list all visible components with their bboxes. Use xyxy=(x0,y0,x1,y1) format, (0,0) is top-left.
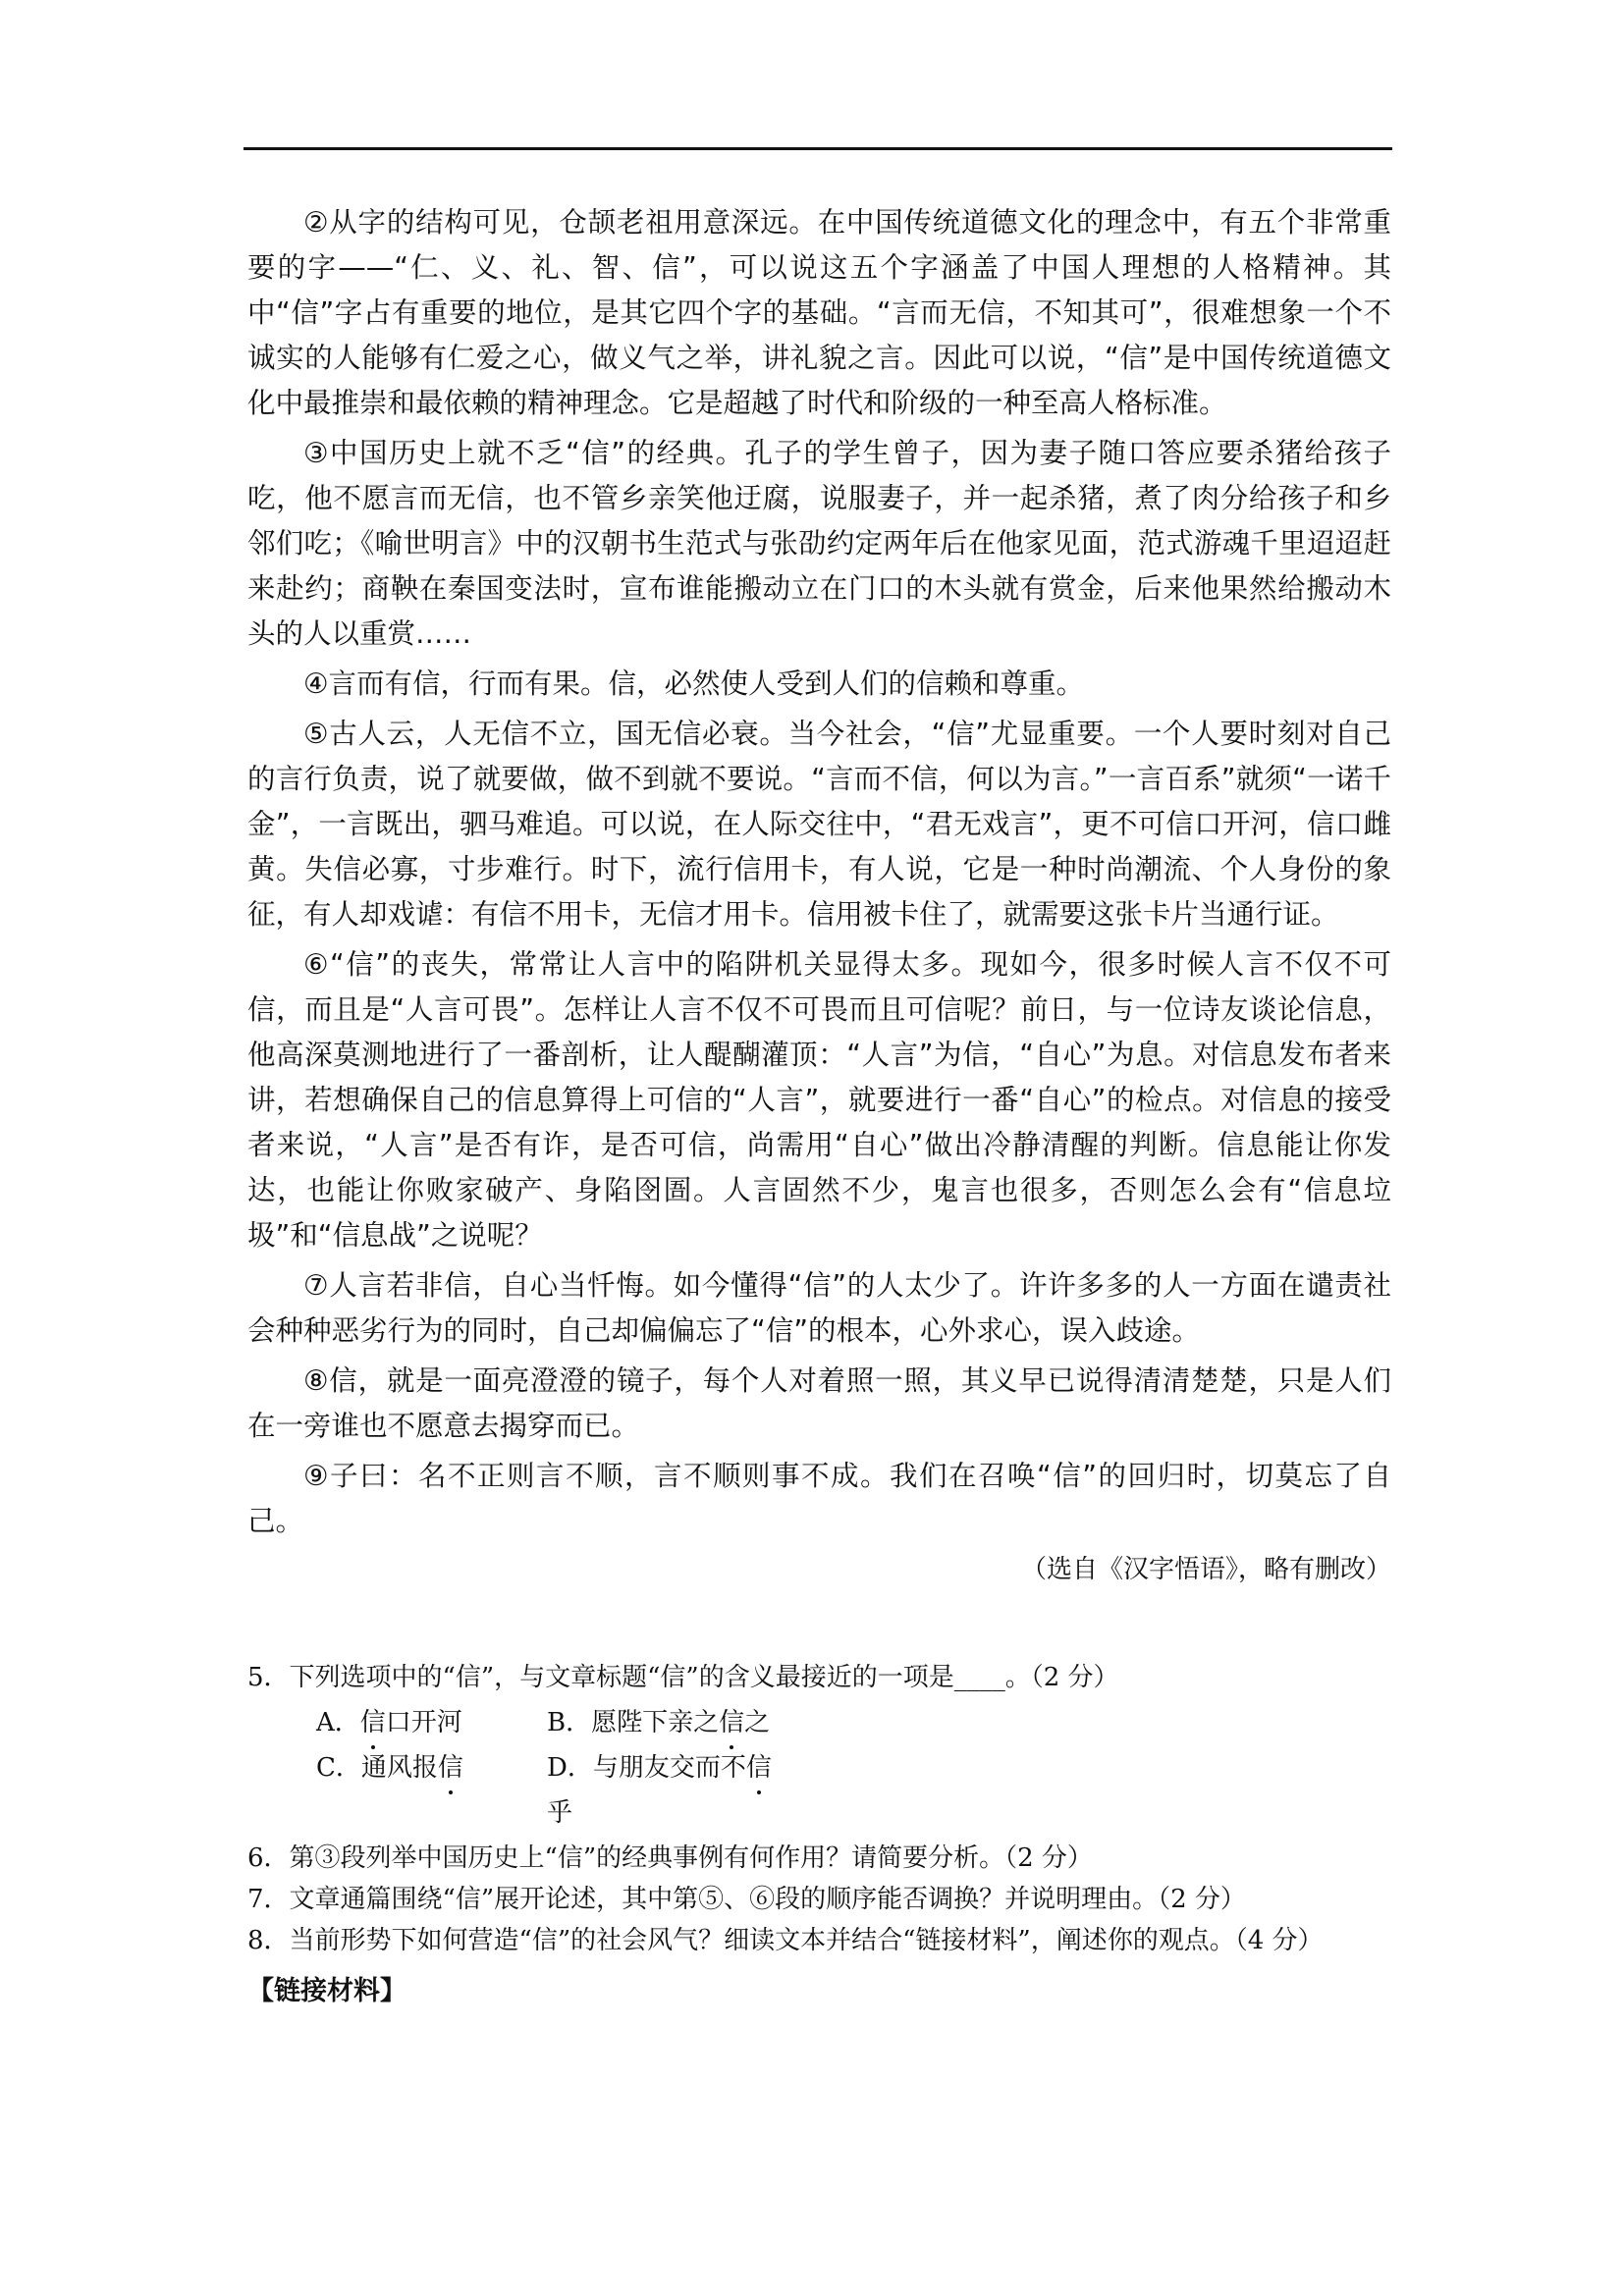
question-section xyxy=(247,1659,1396,2007)
paragraph-3: ③中国历史上就不乏“信”的经典。孔子的学生曾子，因为妻子随口答应要杀猪给孩子吃，他不愿言而无信，也不管乡亲笑他迂腐，说服妻子，并一起杀猪，煮了肉分给孩子和乡邻们吃；《喻世明言》中的汉朝书生范式与张劭约定两年后在他家见面，范式游魂千里迢迢赶来赴约；商鞅在秦国变法时，宣布谁能搬动立在门口的木头就有赏金，后来他果然给搬动木头的人以重赏…… xyxy=(247,437,1391,650)
question-8: 8．当前形势下如何营造“信”的社会风气？细读文本并结合“链接材料”，阐述你的观点。（4 分） xyxy=(247,1926,1324,1955)
option-d-rest: 乎 xyxy=(547,1798,573,1828)
paragraph-7: ⑦人言若非信，自心当忏悔。如今懂得“信”的人太少了。许许多多的人一方面在谴责社会种种恶劣行为的同时，自己却偏偏忘了“信”的根本，心外求心，误入歧途。 xyxy=(247,1269,1391,1347)
question-5-options xyxy=(247,1700,1396,1836)
option-c xyxy=(316,1745,547,1836)
option-b-marked-char: 信 xyxy=(719,1700,744,1745)
option-b-prefix: B．愿陛下亲之 xyxy=(547,1708,720,1737)
paragraph-5: ⑤古人云，人无信不立，国无信必衰。当今社会，“信”尤显重要。一个人要时刻对自己的言行负责，说了就要做，做不到就不要说。“言而不信，何以为言。”一言百系”就须“一诺千金”，一言既出，驷马难追。可以说，在人际交往中，“君无戏言”，更不可信口开河，信口雌黄。失信必寡，寸步难行。时下，流行信用卡，有人说，它是一种时尚潮流、个人身份的象征，有人却戏谑：有信不用卡，无信才用卡。信用被卡住了，就需要这张卡片当通行证。 xyxy=(247,718,1391,931)
paragraph-4: ④言而有信，行而有果。信，必然使人受到人们的信赖和尊重。 xyxy=(303,667,1085,700)
options-row-2 xyxy=(247,1745,1396,1836)
paragraph-2: ②从字的结构可见，仓颉老祖用意深远。在中国传统道德文化的理念中，有五个非常重要的字——“仁、义、礼、智、信”，可以说这五个字涵盖了中国人理想的人格精神。其中“信”字占有重要的地位，是其它四个字的基础。“言而无信，不知其可”，很难想象一个不诚实的人能够有仁爱之心，做义气之举，讲礼貌之言。因此可以说，“信”是中国传统道德文化中最推崇和最依赖的精神理念。它是超越了时代和阶级的一种至高人格标准。 xyxy=(247,206,1391,419)
option-b xyxy=(547,1700,778,1745)
link-material-title: 【链接材料】 xyxy=(247,1976,406,2006)
option-a-rest: 口开河 xyxy=(385,1708,462,1737)
option-a xyxy=(316,1700,547,1745)
option-d-marked-char: 信 xyxy=(746,1745,772,1790)
source-citation: （选自《汉字悟语》，略有删改） xyxy=(1020,1555,1391,1584)
option-d-prefix: D．与朋友交而不 xyxy=(547,1753,746,1783)
option-a-marked-char: 信 xyxy=(360,1700,386,1745)
header-rule xyxy=(244,147,1392,150)
option-b-rest: 之 xyxy=(744,1708,771,1737)
question-5: 5．下列选项中的“信”，与文章标题“信”的含义最接近的一项是____。（2 分） xyxy=(247,1663,1119,1692)
question-6: 6．第③段列举中国历史上“信”的经典事例有何作用？请简要分析。（2 分） xyxy=(247,1843,1093,1873)
options-row-1 xyxy=(247,1700,1396,1745)
option-c-marked-char: 信 xyxy=(438,1745,463,1790)
option-a-prefix: A． xyxy=(316,1708,360,1737)
article-body xyxy=(247,200,1391,1589)
option-d xyxy=(547,1745,778,1836)
paragraph-6: ⑥“信”的丧失，常常让人言中的陷阱机关显得太多。现如今，很多时候人言不仅不可信，而且是“人言可畏”。怎样让人言不仅不可畏而且可信呢？前日，与一位诗友谈论信息，他高深莫测地进行了一番剖析，让人醍醐灌顶：“人言”为信，“自心”为息。对信息发布者来讲，若想确保自己的信息算得上可信的“人言”，就要进行一番“自心”的检点。对信息的接受者来说，“人言”是否有诈，是否可信，尚需用“自心”做出冷静清醒的判断。信息能让你发达，也能让你败家破产、身陷囹圄。人言固然不少，鬼言也很多，否则怎么会有“信息垃圾”和“信息战”之说呢？ xyxy=(247,948,1391,1252)
question-7: 7．文章通篇围绕“信”展开论述，其中第⑤、⑥段的顺序能否调换？并说明理由。（2 分） xyxy=(247,1885,1246,1914)
option-c-prefix: C．通风报 xyxy=(316,1753,438,1783)
paragraph-9: ⑨子曰：名不正则言不顺，言不顺则事不成。我们在召唤“信”的回归时，切莫忘了自己。 xyxy=(247,1460,1391,1537)
paragraph-8: ⑧信，就是一面亮澄澄的镜子，每个人对着照一照，其义早已说得清清楚楚，只是人们在一旁谁也不愿意去揭穿而已。 xyxy=(247,1364,1391,1442)
